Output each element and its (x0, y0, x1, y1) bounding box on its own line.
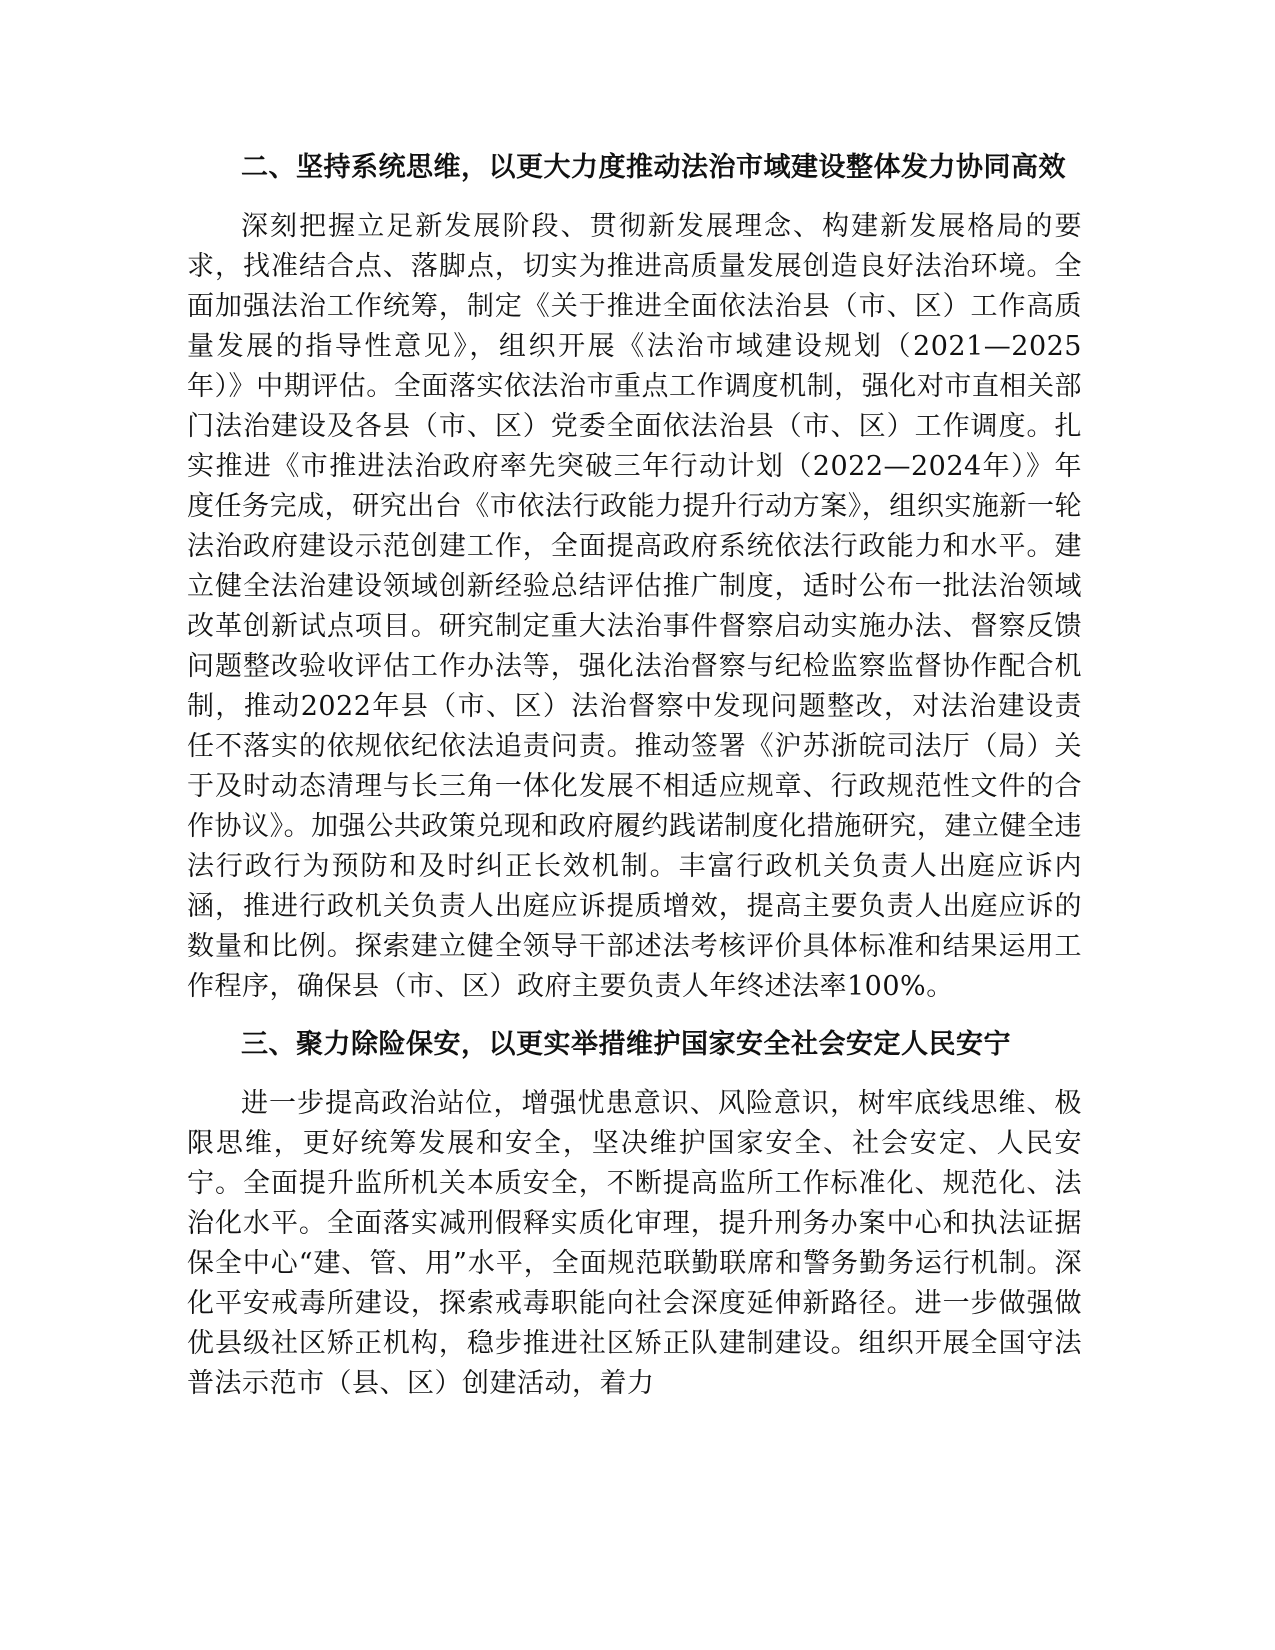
section-heading-2: 二、坚持系统思维，以更大力度推动法治市域建设整体发力协同高效 (241, 152, 1066, 183)
section-heading-3: 三、聚力除险保安，以更实举措维护国家安全社会安定人民安宁 (241, 1029, 1011, 1060)
section-paragraph-3: 进一步提高政治站位，增强忧患意识、风险意识，树牢底线思维、极限思维，更好统筹发展和安全，坚决维护国家安全、社会安定、人民安宁。全面提升监所机关本质安全，不断提高监所工作标准化、规范化、法治化水平。全面落实减刑假释实质化审理，提升刑务办案中心和执法证据保全中心“建、管、用”水平，全面规范联勤联席和警务勤务运行机制。深化平安戒毒所建设，探索戒毒职能向社会深度延伸新路径。进一步做强做优县级社区矫正机构，稳步推进社区矫正队建制建设。组织开展全国守法普法示范市（县、区）创建活动，着力 (187, 1088, 1082, 1399)
section-paragraph-2: 深刻把握立足新发展阶段、贯彻新发展理念、构建新发展格局的要求，找准结合点、落脚点，切实为推进高质量发展创造良好法治环境。全面加强法治工作统筹，制定《关于推进全面依法治县（市、区）工作高质量发展的指导性意见》，组织开展《法治市域建设规划（2021—2025年）》中期评估。全面落实依法治市重点工作调度机制，强化对市直相关部门法治建设及各县（市、区）党委全面依法治县（市、区）工作调度。扎实推进《市推进法治政府率先突破三年行动计划（2022—2024年）》年度任务完成，研究出台《市依法行政能力提升行动方案》，组织实施新一轮法治政府建设示范创建工作，全面提高政府系统依法行政能力和水平。建立健全法治建设领域创新经验总结评估推广制度，适时公布一批法治领域改革创新试点项目。研究制定重大法治事件督察启动实施办法、督察反馈问题整改验收评估工作办法等，强化法治督察与纪检监察监督协作配合机制，推动2022年县（市、区）法治督察中发现问题整改，对法治建设责任不落实的依规依纪依法追责问责。推动签署《沪苏浙皖司法厅（局）关于及时动态清理与长三角一体化发展不相适应规章、行政规范性文件的合作协议》。加强公共政策兑现和政府履约践诺制度化措施研究，建立健全违法行政行为预防和及时纠正长效机制。丰富行政机关负责人出庭应诉内涵，推进行政机关负责人出庭应诉提质增效，提高主要负责人出庭应诉的数量和比例。探索建立健全领导干部述法考核评价具体标准和结果运用工作程序，确保县（市、区）政府主要负责人年终述法率100%。 (187, 211, 1082, 1002)
document-body (187, 148, 1082, 1416)
